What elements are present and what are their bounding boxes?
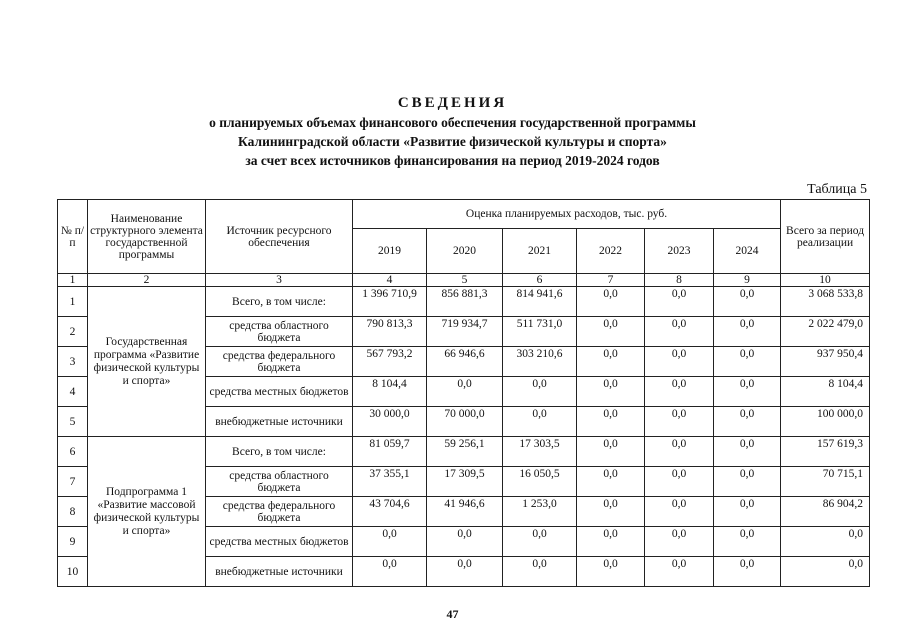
- year-value: 719 934,7: [427, 317, 503, 347]
- row-number: 6: [58, 437, 88, 467]
- row-number: 1: [58, 287, 88, 317]
- financing-table: [57, 199, 870, 587]
- page-number: 47: [446, 607, 459, 621]
- year-value: 0,0: [645, 347, 714, 377]
- column-number: 2: [88, 274, 206, 287]
- year-value: 0,0: [645, 527, 714, 557]
- year-value: 17 309,5: [427, 467, 503, 497]
- year-value: 0,0: [645, 437, 714, 467]
- year-value: 0,0: [714, 467, 781, 497]
- column-number: 6: [503, 274, 577, 287]
- column-number: 3: [206, 274, 353, 287]
- period-total: 0,0: [781, 527, 870, 557]
- year-value: 0,0: [645, 287, 714, 317]
- period-total: 100 000,0: [781, 407, 870, 437]
- year-value: 0,0: [503, 377, 577, 407]
- year-value: 790 813,3: [353, 317, 427, 347]
- funding-source: средства областного бюджета: [206, 317, 353, 347]
- year-value: 37 355,1: [353, 467, 427, 497]
- column-number: 7: [577, 274, 645, 287]
- year-value: 16 050,5: [503, 467, 577, 497]
- year-value: 0,0: [427, 377, 503, 407]
- element-name: Подпрограмма 1 «Развитие массовой физической культуры и спорта»: [88, 437, 206, 587]
- column-number: 4: [353, 274, 427, 287]
- year-value: 0,0: [427, 557, 503, 587]
- year-value: 303 210,6: [503, 347, 577, 377]
- table-header: [58, 200, 870, 287]
- year-value: 0,0: [577, 527, 645, 557]
- year-value: 0,0: [714, 437, 781, 467]
- year-value: 0,0: [645, 317, 714, 347]
- year-value: 0,0: [503, 557, 577, 587]
- funding-source: внебюджетные источники: [206, 557, 353, 587]
- year-value: 0,0: [577, 317, 645, 347]
- year-value: 0,0: [427, 527, 503, 557]
- table-body: [58, 287, 870, 587]
- year-value: 511 731,0: [503, 317, 577, 347]
- header-year: 2024: [714, 229, 781, 274]
- document-heading: [0, 94, 905, 170]
- funding-source: Всего, в том числе:: [206, 437, 353, 467]
- year-value: 0,0: [577, 557, 645, 587]
- column-number: 9: [714, 274, 781, 287]
- column-number: 5: [427, 274, 503, 287]
- column-number: 8: [645, 274, 714, 287]
- period-total: 86 904,2: [781, 497, 870, 527]
- table-row: [58, 437, 870, 467]
- year-value: 0,0: [353, 527, 427, 557]
- column-number: 10: [781, 274, 870, 287]
- funding-source: средства местных бюджетов: [206, 377, 353, 407]
- year-value: 0,0: [503, 407, 577, 437]
- year-value: 17 303,5: [503, 437, 577, 467]
- period-total: 3 068 533,8: [781, 287, 870, 317]
- period-total: 937 950,4: [781, 347, 870, 377]
- year-value: 1 396 710,9: [353, 287, 427, 317]
- header-year: 2023: [645, 229, 714, 274]
- header-total: Всего за период реализации: [781, 200, 870, 274]
- period-total: 70 715,1: [781, 467, 870, 497]
- year-value: 0,0: [714, 287, 781, 317]
- column-number: 1: [58, 274, 88, 287]
- year-value: 0,0: [577, 437, 645, 467]
- year-value: 0,0: [577, 467, 645, 497]
- row-number: 10: [58, 557, 88, 587]
- row-number: 8: [58, 497, 88, 527]
- year-value: 0,0: [645, 497, 714, 527]
- row-number: 5: [58, 407, 88, 437]
- row-number: 9: [58, 527, 88, 557]
- table-row: [58, 287, 870, 317]
- table-label: Таблица 5: [807, 182, 867, 197]
- year-value: 8 104,4: [353, 377, 427, 407]
- year-value: 41 946,6: [427, 497, 503, 527]
- funding-source: средства местных бюджетов: [206, 527, 353, 557]
- year-value: 0,0: [577, 347, 645, 377]
- year-value: 30 000,0: [353, 407, 427, 437]
- year-value: 0,0: [577, 287, 645, 317]
- row-number: 4: [58, 377, 88, 407]
- heading-line: за счет всех источников финансирования на период 2019-2024 годов: [245, 153, 660, 168]
- year-value: 0,0: [714, 407, 781, 437]
- header-year: 2019: [353, 229, 427, 274]
- heading-line: Калининградской области «Развитие физической культуры и спорта»: [238, 134, 667, 149]
- year-value: 0,0: [714, 497, 781, 527]
- year-value: 814 941,6: [503, 287, 577, 317]
- header-element-name: Наименование структурного элемента государственной программы: [88, 200, 206, 274]
- year-value: 0,0: [577, 497, 645, 527]
- year-value: 59 256,1: [427, 437, 503, 467]
- year-value: 81 059,7: [353, 437, 427, 467]
- year-value: 1 253,0: [503, 497, 577, 527]
- year-value: 0,0: [577, 407, 645, 437]
- period-total: 157 619,3: [781, 437, 870, 467]
- funding-source: средства федерального бюджета: [206, 497, 353, 527]
- funding-source: средства областного бюджета: [206, 467, 353, 497]
- element-name: Государственная программа «Развитие физической культуры и спорта»: [88, 287, 206, 437]
- period-total: 8 104,4: [781, 377, 870, 407]
- year-value: 856 881,3: [427, 287, 503, 317]
- period-total: 0,0: [781, 557, 870, 587]
- year-value: 0,0: [714, 557, 781, 587]
- year-value: 0,0: [714, 317, 781, 347]
- period-total: 2 022 479,0: [781, 317, 870, 347]
- heading-line: о планируемых объемах финансового обеспечения государственной программы: [209, 115, 696, 130]
- year-value: 0,0: [645, 377, 714, 407]
- row-number: 7: [58, 467, 88, 497]
- year-value: 0,0: [645, 407, 714, 437]
- year-value: 43 704,6: [353, 497, 427, 527]
- funding-source: средства федерального бюджета: [206, 347, 353, 377]
- row-number: 2: [58, 317, 88, 347]
- year-value: 0,0: [353, 557, 427, 587]
- year-value: 70 000,0: [427, 407, 503, 437]
- document-title: СВЕДЕНИЯ: [397, 95, 508, 111]
- year-value: 0,0: [503, 527, 577, 557]
- funding-source: Всего, в том числе:: [206, 287, 353, 317]
- year-value: 0,0: [714, 347, 781, 377]
- year-value: 0,0: [714, 527, 781, 557]
- year-value: 0,0: [645, 467, 714, 497]
- header-estimate: Оценка планируемых расходов, тыс. руб.: [353, 200, 781, 229]
- header-year: 2022: [577, 229, 645, 274]
- year-value: 0,0: [577, 377, 645, 407]
- header-num: № п/п: [58, 200, 88, 274]
- header-year: 2020: [427, 229, 503, 274]
- year-value: 567 793,2: [353, 347, 427, 377]
- year-value: 66 946,6: [427, 347, 503, 377]
- year-value: 0,0: [645, 557, 714, 587]
- header-year: 2021: [503, 229, 577, 274]
- funding-source: внебюджетные источники: [206, 407, 353, 437]
- year-value: 0,0: [714, 377, 781, 407]
- row-number: 3: [58, 347, 88, 377]
- header-source: Источник ресурсного обеспечения: [206, 200, 353, 274]
